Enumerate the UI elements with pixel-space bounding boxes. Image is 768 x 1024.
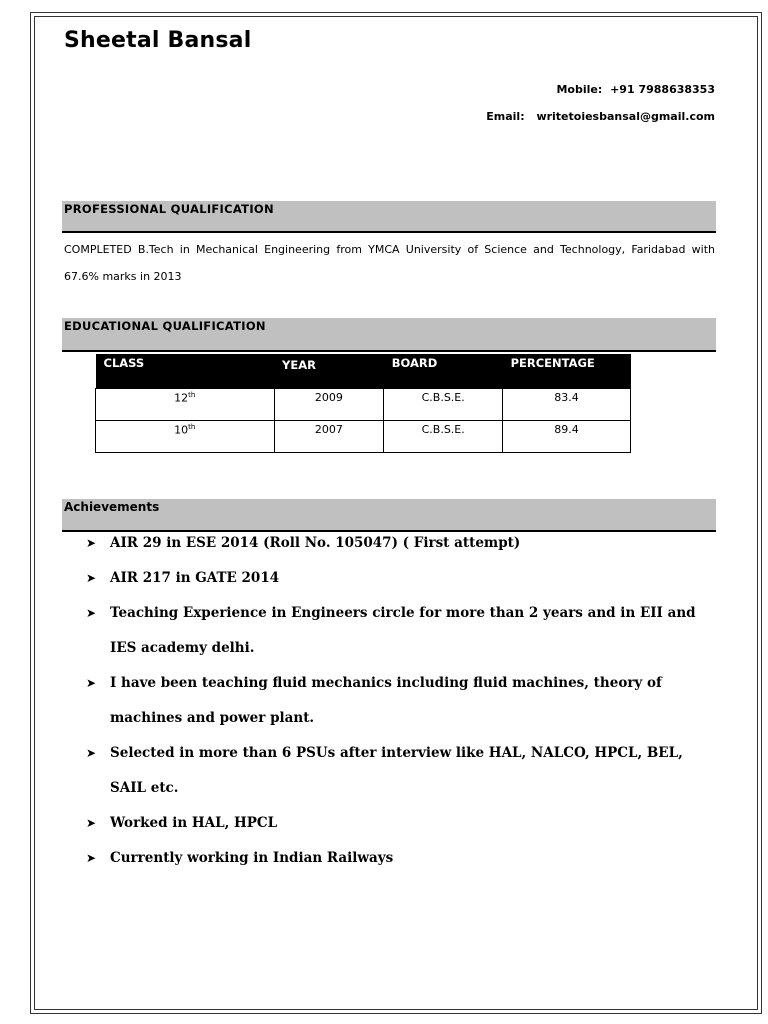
professional-qualification-text: COMPLETED B.Tech in Mechanical Engineering from YMCA University of Science and Technology, Faridabad with 67.6% marks in 2013: [64, 243, 715, 283]
table-row: [96, 421, 631, 453]
mobile-value: +91 7988638353: [610, 83, 715, 96]
achievements-list: [86, 526, 706, 876]
cell-year: 2009: [274, 389, 384, 421]
achievement-text: Currently working in Indian Railways: [110, 850, 394, 866]
class-suffix: th: [188, 391, 196, 399]
contact-mobile: [556, 83, 715, 96]
mobile-label: Mobile:: [556, 83, 603, 96]
education-table: [95, 354, 631, 453]
class-number: 10: [174, 423, 189, 437]
arrowhead-bullet-icon: ➤: [86, 606, 97, 620]
list-item: [86, 526, 706, 561]
list-item: [86, 841, 706, 876]
arrowhead-bullet-icon: ➤: [86, 571, 97, 585]
section-title-education: EDUCATIONAL QUALIFICATION: [64, 319, 266, 333]
section-title-professional: PROFESSIONAL QUALIFICATION: [64, 202, 274, 216]
achievement-text: AIR 29 in ESE 2014 (Roll No. 105047) ( First attempt): [110, 535, 521, 551]
section-header-education: [62, 318, 716, 352]
email-value[interactable]: writetoiesbansal@gmail.com: [536, 110, 715, 123]
arrowhead-bullet-icon: ➤: [86, 816, 97, 830]
arrowhead-bullet-icon: ➤: [86, 676, 97, 690]
candidate-name: Sheetal Bansal: [64, 28, 252, 53]
achievement-text: I have been teaching fluid mechanics including fluid machines, theory of machines and power plant.: [110, 675, 662, 726]
cell-class: [96, 389, 275, 421]
table-row: [96, 389, 631, 421]
header-year: YEAR: [274, 354, 384, 389]
class-number: 12: [174, 391, 189, 405]
section-header-professional: [62, 201, 716, 233]
header-board: BOARD: [384, 354, 503, 389]
cell-year: 2007: [274, 421, 384, 453]
cell-percentage: 89.4: [503, 421, 631, 453]
list-item: [86, 666, 706, 736]
header-percentage: PERCENTAGE: [503, 354, 631, 389]
cell-board: C.B.S.E.: [384, 421, 503, 453]
cell-board: C.B.S.E.: [384, 389, 503, 421]
section-title-achievements: Achievements: [64, 500, 160, 514]
education-table-header-row: [96, 354, 631, 389]
header-class: CLASS: [96, 354, 275, 389]
email-label: Email:: [486, 110, 525, 123]
achievement-text: Selected in more than 6 PSUs after interview like HAL, NALCO, HPCL, BEL, SAIL etc.: [110, 745, 683, 796]
arrowhead-bullet-icon: ➤: [86, 746, 97, 760]
contact-email: [486, 110, 715, 123]
list-item: [86, 736, 706, 806]
cell-class: [96, 421, 275, 453]
list-item: [86, 596, 706, 666]
achievement-text: AIR 217 in GATE 2014: [110, 570, 280, 586]
list-item: [86, 806, 706, 841]
achievement-text: Worked in HAL, HPCL: [110, 815, 278, 831]
list-item: [86, 561, 706, 596]
cell-percentage: 83.4: [503, 389, 631, 421]
class-suffix: th: [188, 423, 196, 431]
achievement-text: Teaching Experience in Engineers circle for more than 2 years and in EII and IES academy delhi.: [110, 605, 696, 656]
arrowhead-bullet-icon: ➤: [86, 851, 97, 865]
arrowhead-bullet-icon: ➤: [86, 536, 97, 550]
